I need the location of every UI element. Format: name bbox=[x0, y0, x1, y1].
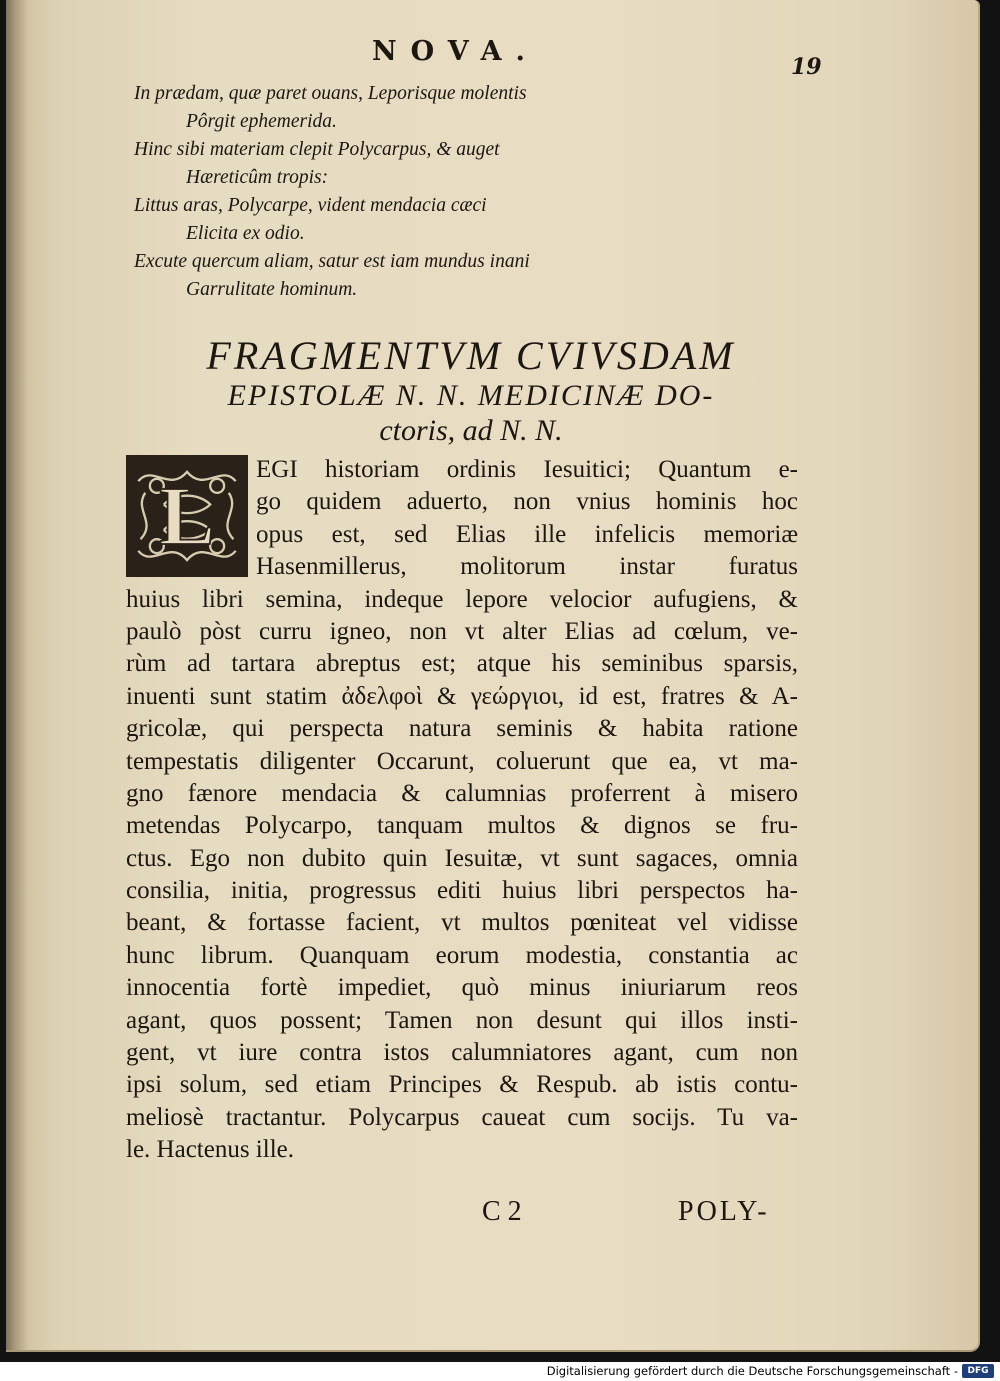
poem-line: Hæreticûm tropis: bbox=[186, 167, 329, 188]
poem-line: Hinc sibi materiam clepit Polycarpus, & auget bbox=[134, 139, 500, 160]
poem-line: In prædam, quæ paret ouans, Leporisque molentis bbox=[134, 83, 527, 104]
page-gutter-shadow bbox=[6, 0, 28, 1350]
page-number: 19 bbox=[791, 54, 822, 80]
poem-line: Littus aras, Polycarpe, vident mendacia cæci bbox=[134, 195, 487, 216]
text-line: metendas Polycarpo, tanquam multos & dignos se fru- bbox=[126, 812, 798, 840]
poem-line: Garrulitate hominum. bbox=[186, 279, 358, 300]
text-line: inuenti sunt statim ἀδελφοὶ & γεώργιοι, id est, fratres & A- bbox=[126, 682, 798, 710]
running-head: NOVA. bbox=[372, 36, 539, 67]
text-line: beant, & fortasse facient, vt multos pœniteat vel vidisse bbox=[126, 909, 798, 937]
book-page bbox=[6, 0, 980, 1352]
text-line: gricolæ, qui perspecta natura seminis & habita ratione bbox=[126, 715, 798, 743]
text-line: gno fænore mendacia & calumnias proferrent à misero bbox=[126, 779, 798, 807]
text-line: go quidem aduerto, non vnius hominis hoc bbox=[256, 488, 798, 516]
text-line: agant, quos possent; Tamen non desunt qui illos insti- bbox=[126, 1006, 798, 1034]
text-line: innocentia fortè impediet, quò minus iniuriarum reos bbox=[126, 974, 798, 1002]
poem-line: Pôrgit ephemerida. bbox=[186, 111, 337, 132]
text-line: Hasenmillerus, molitorum instar furatus bbox=[256, 553, 798, 581]
catchword: POLY- bbox=[678, 1196, 770, 1227]
funding-notice: Digitalisierung gefördert durch die Deutsche Forschungsgemeinschaft - bbox=[546, 1364, 958, 1378]
title-line: ctoris, ad N. N. bbox=[379, 414, 563, 447]
text-line: ipsi solum, sed etiam Principes & Respub. ab istis contu- bbox=[126, 1071, 798, 1099]
text-line: consilia, initia, progressus editi huius libri perspectos ha- bbox=[126, 877, 798, 905]
text-line: meliosè tractantur. Polycarpus caueat cum socijs. Tu va- bbox=[126, 1103, 798, 1131]
dfg-logo-icon: DFG bbox=[962, 1364, 994, 1378]
poem-block bbox=[134, 80, 734, 304]
text-line: gent, vt iure contra istos calumniatores agant, cum non bbox=[126, 1039, 798, 1067]
text-line: huius libri semina, indeque lepore velocior aufugiens, & bbox=[126, 585, 798, 613]
text-line: opus est, sed Elias ille infelicis memoriæ bbox=[256, 520, 798, 548]
poem-line: Elicita ex odio. bbox=[186, 223, 305, 244]
text-line: ctus. Ego non dubito quin Iesuitæ, vt sunt sagaces, omnia bbox=[126, 844, 798, 872]
title-line: FRAGMENTVM CVIVSDAM bbox=[206, 333, 736, 378]
text-line: hunc librum. Quanquam eorum modestia, constantia ac bbox=[126, 941, 798, 969]
signature-mark: C 2 bbox=[482, 1196, 522, 1227]
text-line: rùm ad tartara abreptus est; atque his seminibus sparsis, bbox=[126, 650, 798, 678]
text-line: le. Hactenus ille. bbox=[126, 1136, 294, 1164]
poem-line: Excute quercum aliam, satur est iam mundus inani bbox=[134, 251, 530, 272]
epistle-text bbox=[126, 454, 798, 1167]
footer-bar bbox=[0, 1362, 1000, 1381]
text-line: paulò pòst curru igneo, non vt alter Elias ad cœlum, ve- bbox=[126, 617, 798, 645]
initial-letter: L bbox=[159, 470, 215, 563]
text-line: EGI historiam ordinis Iesuitici; Quantum e- bbox=[256, 456, 798, 483]
text-line: tempestatis diligenter Occarunt, coluerunt que ea, vt ma- bbox=[126, 747, 798, 775]
title-line: EPISTOLÆ N. N. MEDICINÆ DO- bbox=[227, 379, 715, 412]
section-title bbox=[126, 334, 816, 448]
